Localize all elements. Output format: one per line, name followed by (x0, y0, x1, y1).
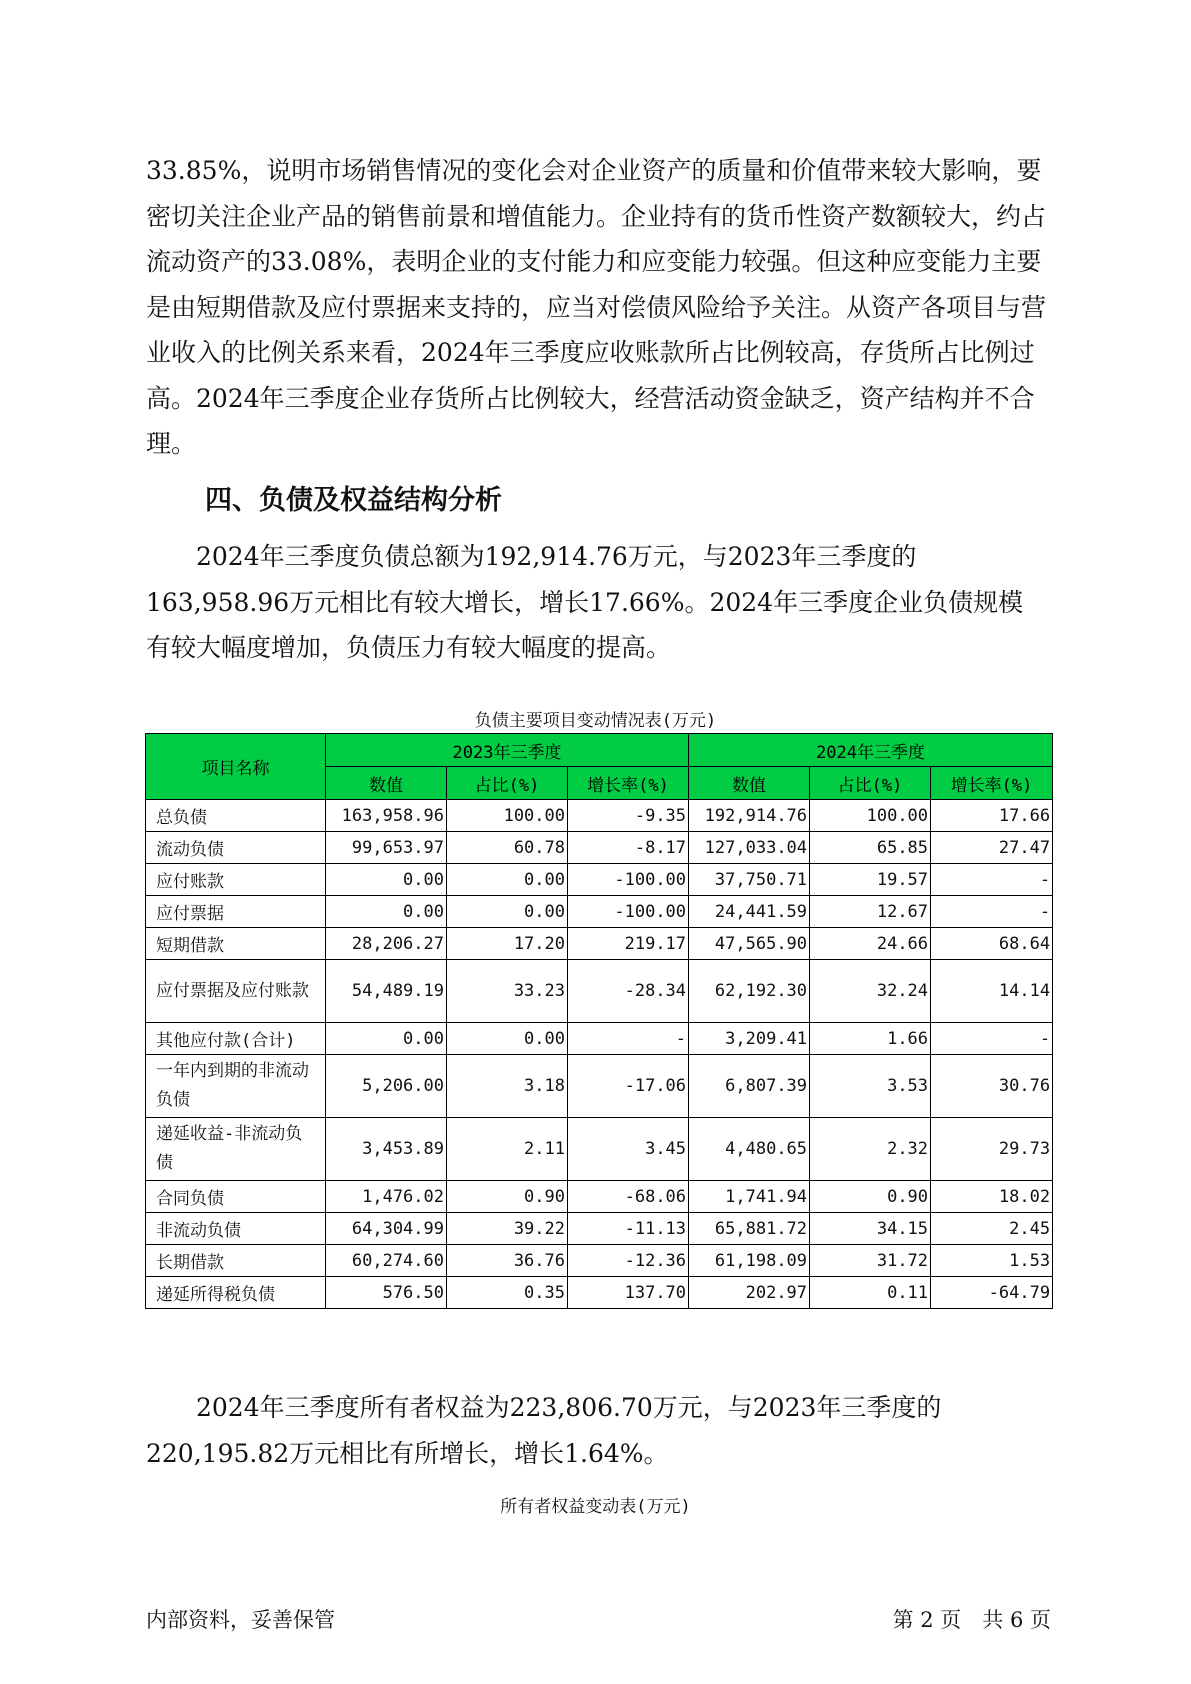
table-row (146, 896, 1053, 928)
cell-value: 36.76 (447, 1245, 568, 1277)
cell-value: 0.90 (447, 1181, 568, 1213)
cell-value: 34.15 (810, 1213, 931, 1245)
cell-value: 137.70 (568, 1277, 689, 1309)
table-row (146, 832, 1053, 864)
cell-value: 14.14 (931, 960, 1053, 1023)
cell-value: 5,206.00 (326, 1055, 447, 1118)
cell-value: 99,653.97 (326, 832, 447, 864)
body-paragraph-equity: 2024年三季度所有者权益为223,806.70万元，与2023年三季度的220,195.82万元相比有所增长，增长1.64%。 (146, 1393, 942, 1468)
cell-value: 47,565.90 (689, 928, 810, 960)
cell-value: 65,881.72 (689, 1213, 810, 1245)
col-header-2023: 2023年三季度 (326, 734, 689, 767)
cell-value: 0.90 (810, 1181, 931, 1213)
cell-value: 39.22 (447, 1213, 568, 1245)
cell-value: -64.79 (931, 1277, 1053, 1309)
cell-value: 0.00 (447, 896, 568, 928)
table-row (146, 1213, 1053, 1245)
cell-value: 202.97 (689, 1277, 810, 1309)
row-label: 总负债 (146, 800, 326, 832)
row-label: 应付账款 (146, 864, 326, 896)
table-row (146, 1277, 1053, 1309)
subheader-growth: 增长率(%) (568, 767, 689, 800)
table-row (146, 960, 1053, 1023)
cell-value: 3.45 (568, 1118, 689, 1181)
cell-value: 54,489.19 (326, 960, 447, 1023)
cell-value: 19.57 (810, 864, 931, 896)
cell-value: 576.50 (326, 1277, 447, 1309)
cell-value: 28,206.27 (326, 928, 447, 960)
row-label: 长期借款 (146, 1245, 326, 1277)
cell-value: 12.67 (810, 896, 931, 928)
cell-value: 31.72 (810, 1245, 931, 1277)
cell-value: 61,198.09 (689, 1245, 810, 1277)
row-label: 一年内到期的非流动负债 (146, 1055, 326, 1118)
cell-value: - (931, 864, 1053, 896)
table-row (146, 1245, 1053, 1277)
cell-value: 2.32 (810, 1118, 931, 1181)
row-label: 应付票据 (146, 896, 326, 928)
cell-value: 3.18 (447, 1055, 568, 1118)
section-heading: 四、负债及权益结构分析 (205, 485, 502, 516)
cell-value: -11.13 (568, 1213, 689, 1245)
cell-value: 192,914.76 (689, 800, 810, 832)
cell-value: 29.73 (931, 1118, 1053, 1181)
footer-page-number: 第 2 页 共 6 页 (892, 1608, 1051, 1632)
cell-value: -28.34 (568, 960, 689, 1023)
cell-value: 0.00 (447, 1023, 568, 1055)
cell-value: -8.17 (568, 832, 689, 864)
cell-value: 68.64 (931, 928, 1053, 960)
cell-value: -100.00 (568, 896, 689, 928)
cell-value: 64,304.99 (326, 1213, 447, 1245)
cell-value: 18.02 (931, 1181, 1053, 1213)
body-paragraph-assets: 33.85%，说明市场销售情况的变化会对企业资产的质量和价值带来较大影响，要密切关注企业产品的销售前景和增值能力。企业持有的货币性资产数额较大，约占流动资产的33.08%，表明企业的支付能力和应变能力较强。但这种应变能力主要是由短期借款及应付票据来支持的，应当对偿债风险给予关注。从资产各项目与营业收入的比例关系来看，2024年三季度应收账款所占比例较高，存货所占比例过高。2024年三季度企业存货所占比例较大，经营活动资金缺乏，资产结构并不合理。 (146, 156, 1047, 458)
cell-value: -17.06 (568, 1055, 689, 1118)
cell-value: 1.66 (810, 1023, 931, 1055)
cell-value: - (931, 1023, 1053, 1055)
cell-value: - (568, 1023, 689, 1055)
cell-value: 17.66 (931, 800, 1053, 832)
cell-value: -12.36 (568, 1245, 689, 1277)
row-label: 递延收益-非流动负债 (146, 1118, 326, 1181)
cell-value: 24,441.59 (689, 896, 810, 928)
cell-value: 3,209.41 (689, 1023, 810, 1055)
row-label: 应付票据及应付账款 (146, 960, 326, 1023)
cell-value: 1.53 (931, 1245, 1053, 1277)
cell-value: 60.78 (447, 832, 568, 864)
cell-value: 1,476.02 (326, 1181, 447, 1213)
cell-value: 3,453.89 (326, 1118, 447, 1181)
table-row (146, 800, 1053, 832)
cell-value: 0.11 (810, 1277, 931, 1309)
cell-value: 0.00 (326, 896, 447, 928)
table-row (146, 1118, 1053, 1181)
col-header-item: 项目名称 (146, 734, 326, 800)
cell-value: 60,274.60 (326, 1245, 447, 1277)
cell-value: 163,958.96 (326, 800, 447, 832)
row-label: 合同负债 (146, 1181, 326, 1213)
row-label: 递延所得税负债 (146, 1277, 326, 1309)
subheader-value: 数值 (689, 767, 810, 800)
cell-value: 2.45 (931, 1213, 1053, 1245)
cell-value: 24.66 (810, 928, 931, 960)
cell-value: 6,807.39 (689, 1055, 810, 1118)
table-row (146, 928, 1053, 960)
table-caption: 负债主要项目变动情况表(万元) (474, 711, 717, 731)
table-caption-equity: 所有者权益变动表(万元) (500, 1497, 691, 1517)
cell-value: 17.20 (447, 928, 568, 960)
cell-value: 3.53 (810, 1055, 931, 1118)
cell-value: 100.00 (810, 800, 931, 832)
cell-value: 0.00 (326, 1023, 447, 1055)
row-label: 其他应付款(合计) (146, 1023, 326, 1055)
cell-value: 219.17 (568, 928, 689, 960)
body-paragraph-liabilities: 2024年三季度负债总额为192,914.76万元，与2023年三季度的163,958.96万元相比有较大增长，增长17.66%。2024年三季度企业负债规模有较大幅度增加，负债压力有较大幅度的提高。 (146, 542, 1024, 662)
cell-value: 32.24 (810, 960, 931, 1023)
row-label: 流动负债 (146, 832, 326, 864)
cell-value: 4,480.65 (689, 1118, 810, 1181)
table-row (146, 864, 1053, 896)
footer-confidential: 内部资料，妥善保管 (146, 1608, 335, 1632)
cell-value: 1,741.94 (689, 1181, 810, 1213)
cell-value: 33.23 (447, 960, 568, 1023)
table-row (146, 1055, 1053, 1118)
cell-value: -68.06 (568, 1181, 689, 1213)
row-label: 短期借款 (146, 928, 326, 960)
cell-value: -9.35 (568, 800, 689, 832)
table-row (146, 1181, 1053, 1213)
cell-value: 0.00 (326, 864, 447, 896)
cell-value: 27.47 (931, 832, 1053, 864)
subheader-value: 数值 (326, 767, 447, 800)
cell-value: - (931, 896, 1053, 928)
liabilities-table (145, 733, 1053, 1309)
cell-value: -100.00 (568, 864, 689, 896)
cell-value: 65.85 (810, 832, 931, 864)
row-label: 非流动负债 (146, 1213, 326, 1245)
cell-value: 30.76 (931, 1055, 1053, 1118)
cell-value: 0.00 (447, 864, 568, 896)
table-row (146, 1023, 1053, 1055)
subheader-share: 占比(%) (447, 767, 568, 800)
cell-value: 0.35 (447, 1277, 568, 1309)
col-header-2024: 2024年三季度 (689, 734, 1053, 767)
subheader-share: 占比(%) (810, 767, 931, 800)
cell-value: 2.11 (447, 1118, 568, 1181)
subheader-growth: 增长率(%) (931, 767, 1053, 800)
cell-value: 37,750.71 (689, 864, 810, 896)
cell-value: 127,033.04 (689, 832, 810, 864)
cell-value: 100.00 (447, 800, 568, 832)
cell-value: 62,192.30 (689, 960, 810, 1023)
